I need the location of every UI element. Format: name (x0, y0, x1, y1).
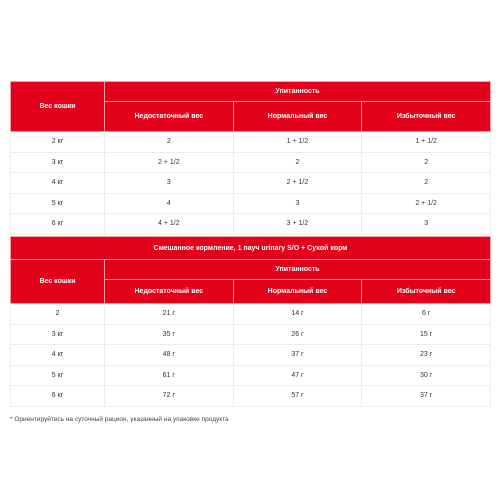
weight-column-header: Вес кошки (11, 82, 105, 132)
value-cell: 37 г (362, 386, 491, 407)
value-cell: 1 + 1/2 (362, 132, 491, 153)
value-cell: 4 (105, 193, 234, 214)
overweight-header: Избыточный вес (362, 102, 491, 132)
weight-cell: 4 кг (11, 173, 105, 194)
table-row (11, 386, 491, 407)
value-cell: 1 + 1/2 (233, 132, 362, 153)
feeding-table-mixed (10, 236, 491, 407)
weight-cell: 3 кг (11, 152, 105, 173)
value-cell: 2 (362, 173, 491, 194)
table-row (11, 132, 491, 153)
weight-cell: 6 кг (11, 386, 105, 407)
value-cell: 26 г (233, 324, 362, 345)
weight-column-header: Вес кошки (11, 260, 105, 304)
overweight-header: Избыточный вес (362, 280, 491, 304)
value-cell: 2 + 1/2 (233, 173, 362, 194)
table-row (11, 152, 491, 173)
value-cell: 72 г (105, 386, 234, 407)
weight-cell: 2 (11, 304, 105, 325)
body-condition-header: Упитанность (105, 82, 491, 102)
weight-cell: 4 кг (11, 345, 105, 366)
value-cell: 2 (362, 152, 491, 173)
weight-cell: 6 кг (11, 214, 105, 235)
table-row (11, 173, 491, 194)
value-cell: 57 г (233, 386, 362, 407)
value-cell: 14 г (233, 304, 362, 325)
value-cell: 37 г (233, 345, 362, 366)
value-cell: 47 г (233, 365, 362, 386)
weight-cell: 5 кг (11, 193, 105, 214)
value-cell: 3 + 1/2 (233, 214, 362, 235)
value-cell: 2 (105, 132, 234, 153)
table-row (11, 193, 491, 214)
underweight-header: Недостаточный вес (105, 102, 234, 132)
weight-cell: 3 кг (11, 324, 105, 345)
value-cell: 30 г (362, 365, 491, 386)
value-cell: 48 г (105, 345, 234, 366)
value-cell: 15 г (362, 324, 491, 345)
value-cell: 35 г (105, 324, 234, 345)
table-row (11, 304, 491, 325)
value-cell: 3 (105, 173, 234, 194)
normal-weight-header: Нормальный вес (233, 280, 362, 304)
value-cell: 2 + 1/2 (362, 193, 491, 214)
table-row (11, 324, 491, 345)
value-cell: 2 (233, 152, 362, 173)
value-cell: 4 + 1/2 (105, 214, 234, 235)
table-row (11, 365, 491, 386)
underweight-header: Недостаточный вес (105, 280, 234, 304)
weight-cell: 5 кг (11, 365, 105, 386)
value-cell: 21 г (105, 304, 234, 325)
normal-weight-header: Нормальный вес (233, 102, 362, 132)
table-row (11, 345, 491, 366)
footnote: * Ориентируйтесь на суточный рацион, указанный на упаковке продукта (10, 416, 229, 423)
body-condition-header: Упитанность (105, 260, 491, 280)
table-row (11, 214, 491, 235)
weight-cell: 2 кг (11, 132, 105, 153)
value-cell: 3 (362, 214, 491, 235)
mixed-feeding-title: Смешанное кормление, 1 пауч urinary S/O + Сухой корм (11, 237, 491, 260)
value-cell: 3 (233, 193, 362, 214)
value-cell: 2 + 1/2 (105, 152, 234, 173)
value-cell: 6 г (362, 304, 491, 325)
feeding-table-wet (10, 81, 491, 235)
value-cell: 61 г (105, 365, 234, 386)
value-cell: 23 г (362, 345, 491, 366)
